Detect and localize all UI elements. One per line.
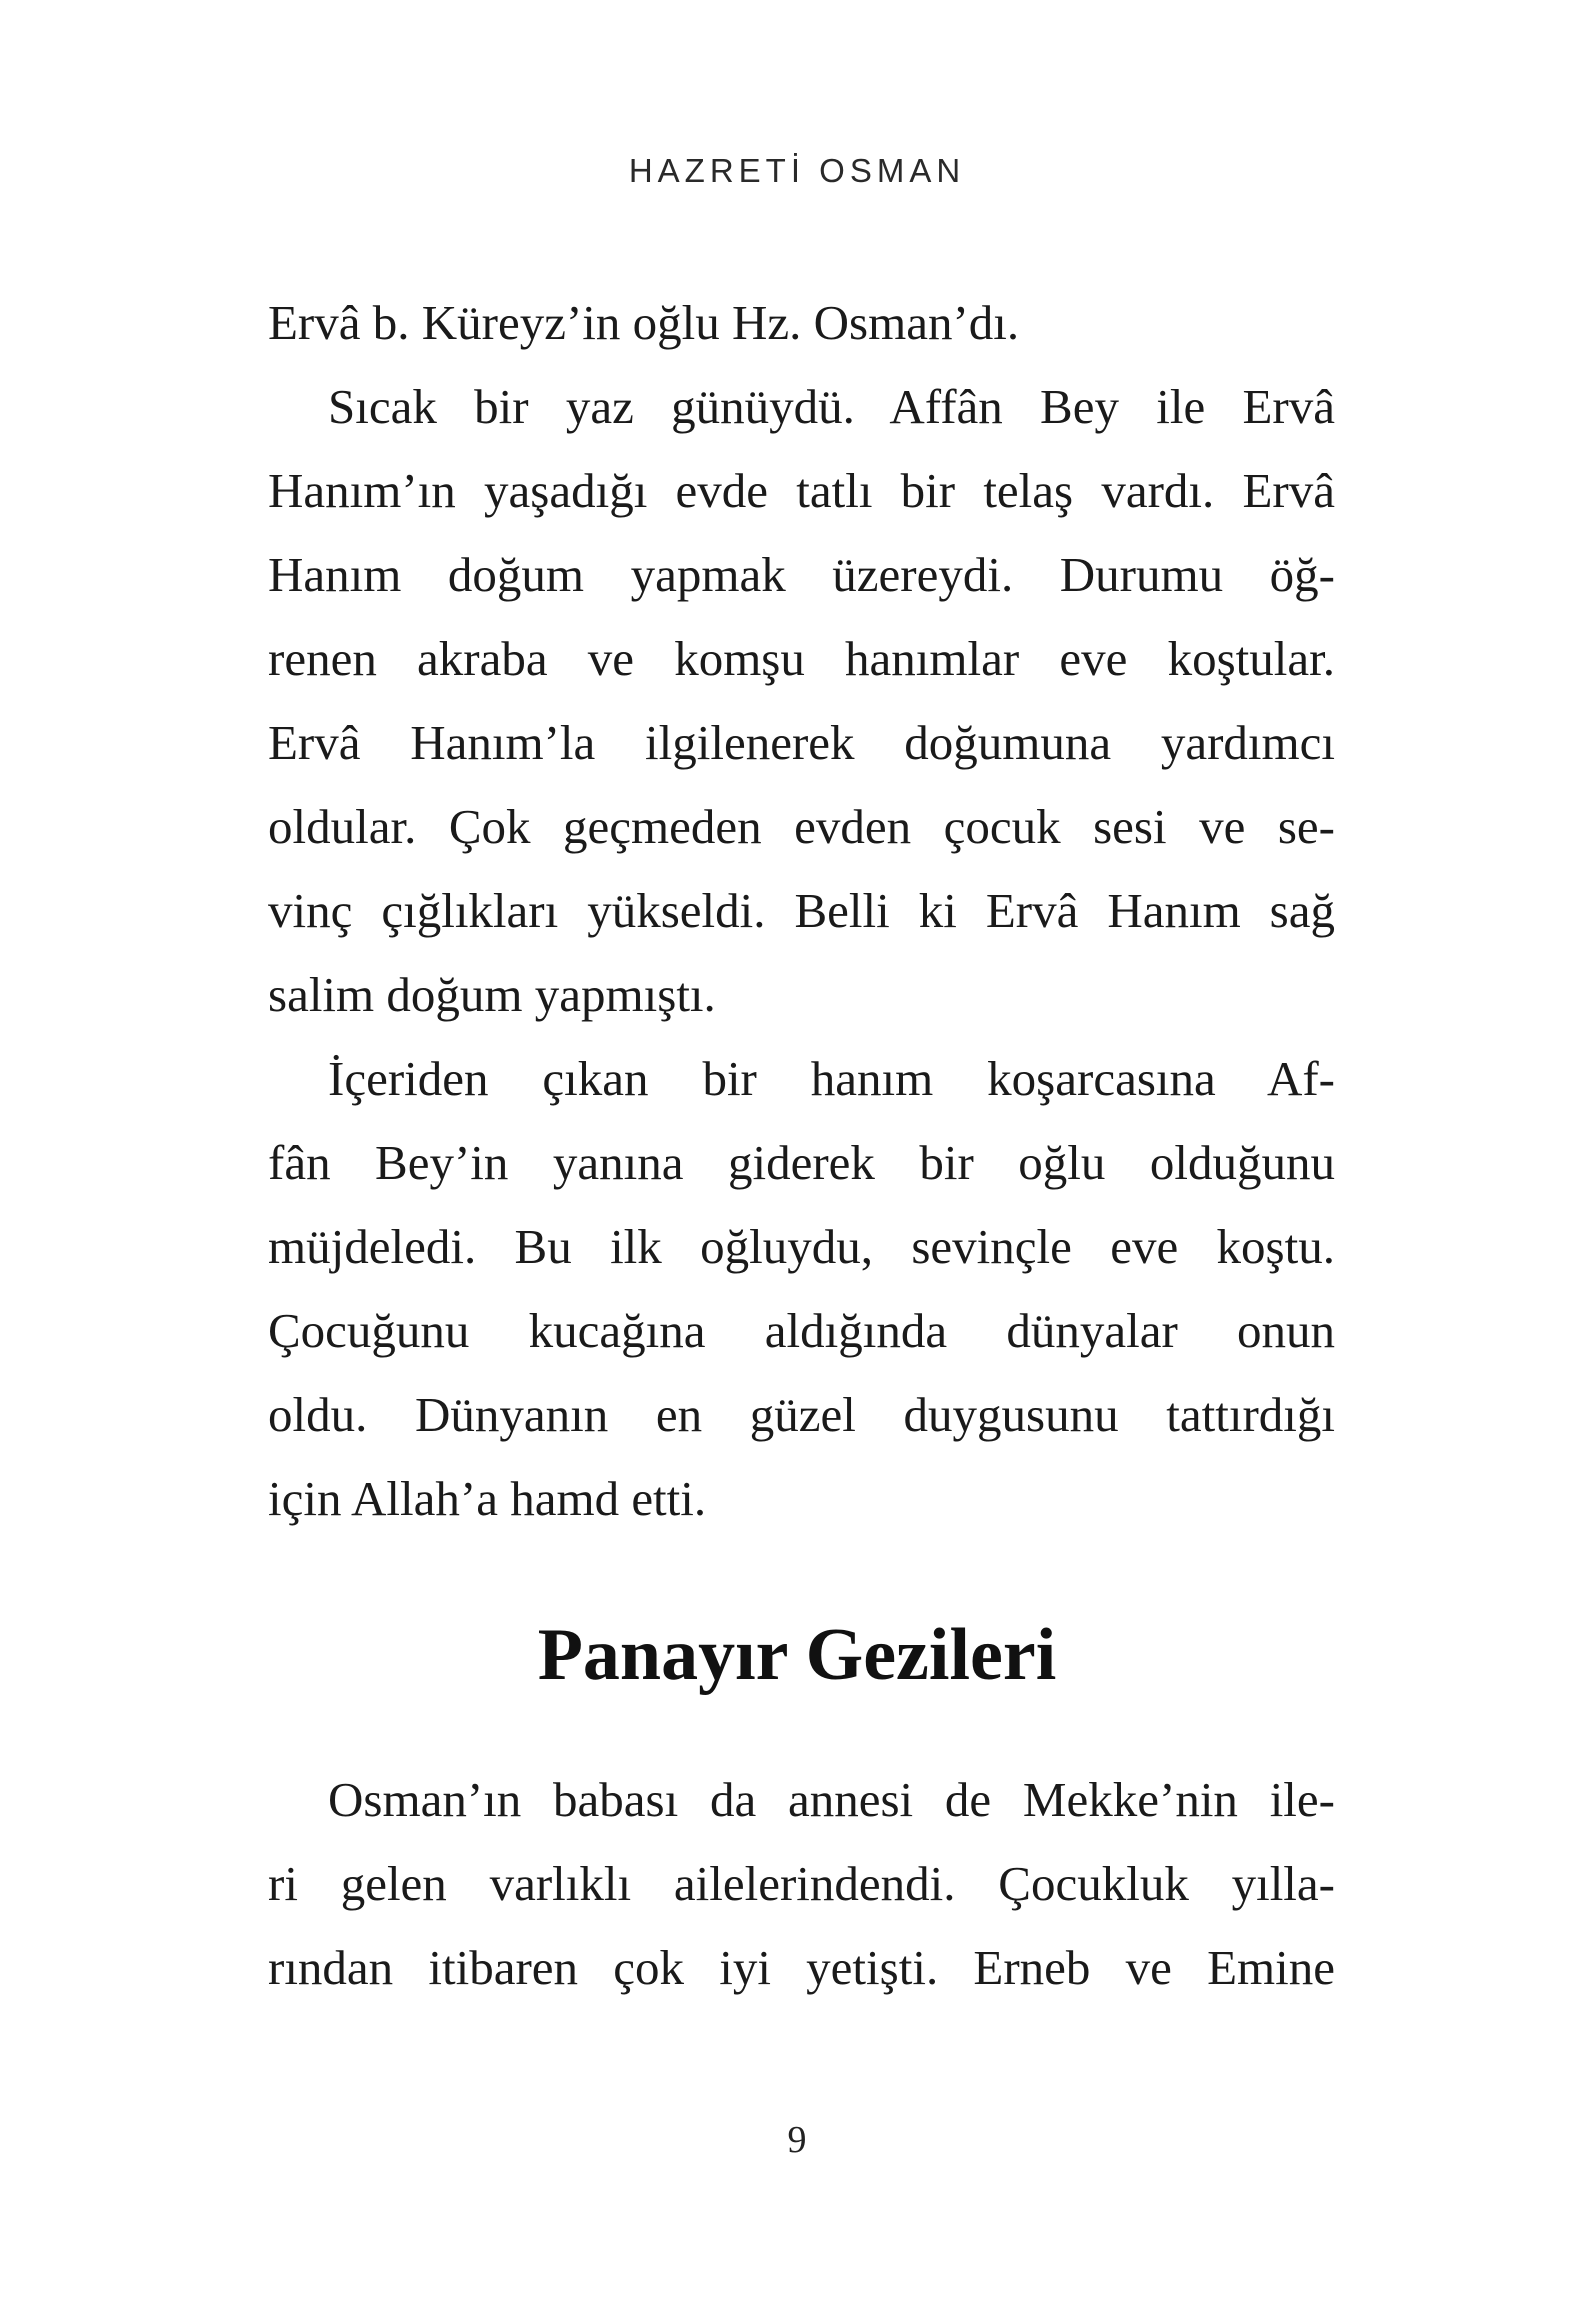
text-line: Hanım doğum yapmak üzereydi. Durumu öğ-: [268, 547, 1335, 602]
text-line: salim doğum yapmıştı.: [268, 967, 716, 1022]
body-text-block: [268, 281, 1335, 1541]
text-line: oldular. Çok geçmeden evden çocuk sesi ve se-: [268, 799, 1335, 854]
text-line: müjdeledi. Bu ilk oğluydu, sevinçle eve koştu.: [268, 1219, 1335, 1274]
text-line: Hanım’ın yaşadığı evde tatlı bir telaş vardı. Ervâ: [268, 463, 1335, 518]
text-line: fân Bey’in yanına giderek bir oğlu olduğunu: [268, 1135, 1335, 1190]
section-heading: Panayır Gezileri: [537, 1614, 1057, 1696]
text-line: rından itibaren çok iyi yetişti. Erneb ve Emine: [268, 1940, 1335, 1995]
text-line: Ervâ Hanım’la ilgilenerek doğumuna yardımcı: [268, 715, 1335, 770]
text-line: oldu. Dünyanın en güzel duygusunu tattırdığı: [268, 1387, 1335, 1442]
text-line: Sıcak bir yaz günüydü. Affân Bey ile Ervâ: [328, 379, 1335, 434]
text-line: Ervâ b. Küreyz’in oğlu Hz. Osman’dı.: [268, 295, 1020, 350]
text-line: Osman’ın babası da annesi de Mekke’nin ile-: [328, 1772, 1335, 1827]
running-head: HAZRETİ OSMAN: [628, 152, 966, 189]
body-text-block: [268, 1758, 1335, 2010]
text-line: Çocuğunu kucağına aldığında dünyalar onun: [268, 1303, 1335, 1358]
page-number: 9: [787, 2119, 807, 2161]
text-line: İçeriden çıkan bir hanım koşarcasına Af-: [328, 1051, 1335, 1106]
text-line: ri gelen varlıklı ailelerindendi. Çocukluk yılla-: [268, 1856, 1335, 1911]
text-line: için Allah’a hamd etti.: [268, 1471, 707, 1526]
text-line: vinç çığlıkları yükseldi. Belli ki Ervâ Hanım sağ: [268, 883, 1335, 938]
text-line: renen akraba ve komşu hanımlar eve koştular.: [268, 631, 1335, 686]
